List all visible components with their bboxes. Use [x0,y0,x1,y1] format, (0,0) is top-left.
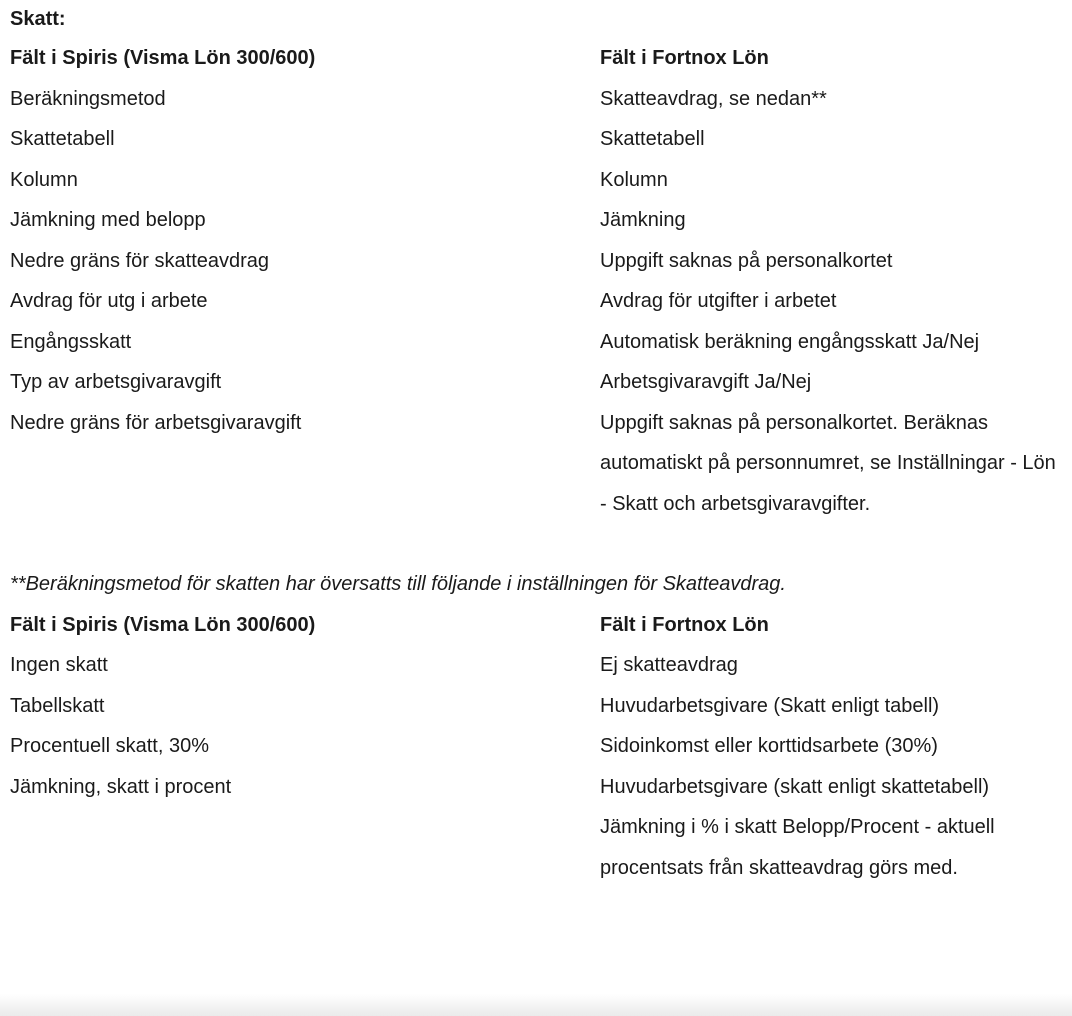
table-row [10,726,1065,767]
spiris-field-cell: Jämkning, skatt i procent [10,775,232,798]
field-mapping-table [10,38,1065,524]
fortnox-field-cell: Kolumn [600,168,668,191]
footnote: **Beräkningsmetod för skatten har översatts till följande i inställningen för Skatteavdrag. [10,573,786,595]
fortnox-field-cell: Skatteavdrag, se nedan** [600,87,827,110]
fortnox-field-cell: Huvudarbetsgivare (Skatt enligt tabell) [600,694,940,717]
fortnox-field-cell: Sidoinkomst eller korttidsarbete (30%) [600,735,938,757]
fortnox-field-cell: Ej skatteavdrag [600,654,738,676]
fortnox-field-cell: Uppgift saknas på personalkortet [600,249,893,272]
spiris-field-cell: Kolumn [10,168,78,191]
fortnox-field-cell: Huvudarbetsgivare (skatt enligt skattetabell) Jämkning i % i skatt Belopp/Procent - aktuell procentsats från skatteavdrag görs med. [600,775,995,879]
spiris-field-cell: Beräkningsmetod [10,87,166,110]
column-header-spiris: Fält i Spiris (Visma Lön 300/600) [10,47,316,69]
spiris-field-cell: Ingen skatt [10,654,108,676]
table-row [10,79,1065,120]
table-header-row [10,38,1065,79]
fortnox-field-cell: Uppgift saknas på personalkortet. Beräknas automatiskt på personnumret, se Inställningar - Lön - Skatt och arbetsgivaravgifter. [600,411,1056,515]
table-row [10,281,1065,322]
document-page [10,0,1065,888]
table-row [10,403,1065,525]
section-title: Skatt: [10,8,66,30]
table-row [10,645,1065,686]
spiris-field-cell: Skattetabell [10,128,115,150]
table-row [10,200,1065,241]
table-row [10,322,1065,363]
table-row [10,767,1065,889]
spiris-field-cell: Nedre gräns för arbetsgivaravgift [10,411,302,434]
spiris-field-cell: Nedre gräns för skatteavdrag [10,249,270,272]
table-row [10,241,1065,282]
table-row [10,119,1065,160]
column-header-fortnox: Fält i Fortnox Lön [600,613,769,636]
table-header-row [10,605,1065,646]
column-header-fortnox: Fält i Fortnox Lön [600,47,769,69]
fortnox-field-cell: Skattetabell [600,128,705,150]
fortnox-field-cell: Jämkning [600,209,686,231]
fortnox-field-cell: Arbetsgivaravgift Ja/Nej [600,371,812,393]
spiris-field-cell: Procentuell skatt, 30% [10,735,209,757]
tax-method-mapping-table [10,605,1065,889]
table-row [10,362,1065,403]
column-header-spiris: Fält i Spiris (Visma Lön 300/600) [10,613,316,636]
fortnox-field-cell: Avdrag för utgifter i arbetet [600,290,837,312]
spiris-field-cell: Engångsskatt [10,330,132,353]
spiris-field-cell: Avdrag för utg i arbete [10,290,208,312]
spiris-field-cell: Jämkning med belopp [10,209,206,231]
table-row [10,686,1065,727]
bottom-fade [0,994,1072,1016]
table-row [10,160,1065,201]
fortnox-field-cell: Automatisk beräkning engångsskatt Ja/Nej [600,330,980,353]
spiris-field-cell: Tabellskatt [10,694,105,717]
spiris-field-cell: Typ av arbetsgivaravgift [10,371,222,393]
